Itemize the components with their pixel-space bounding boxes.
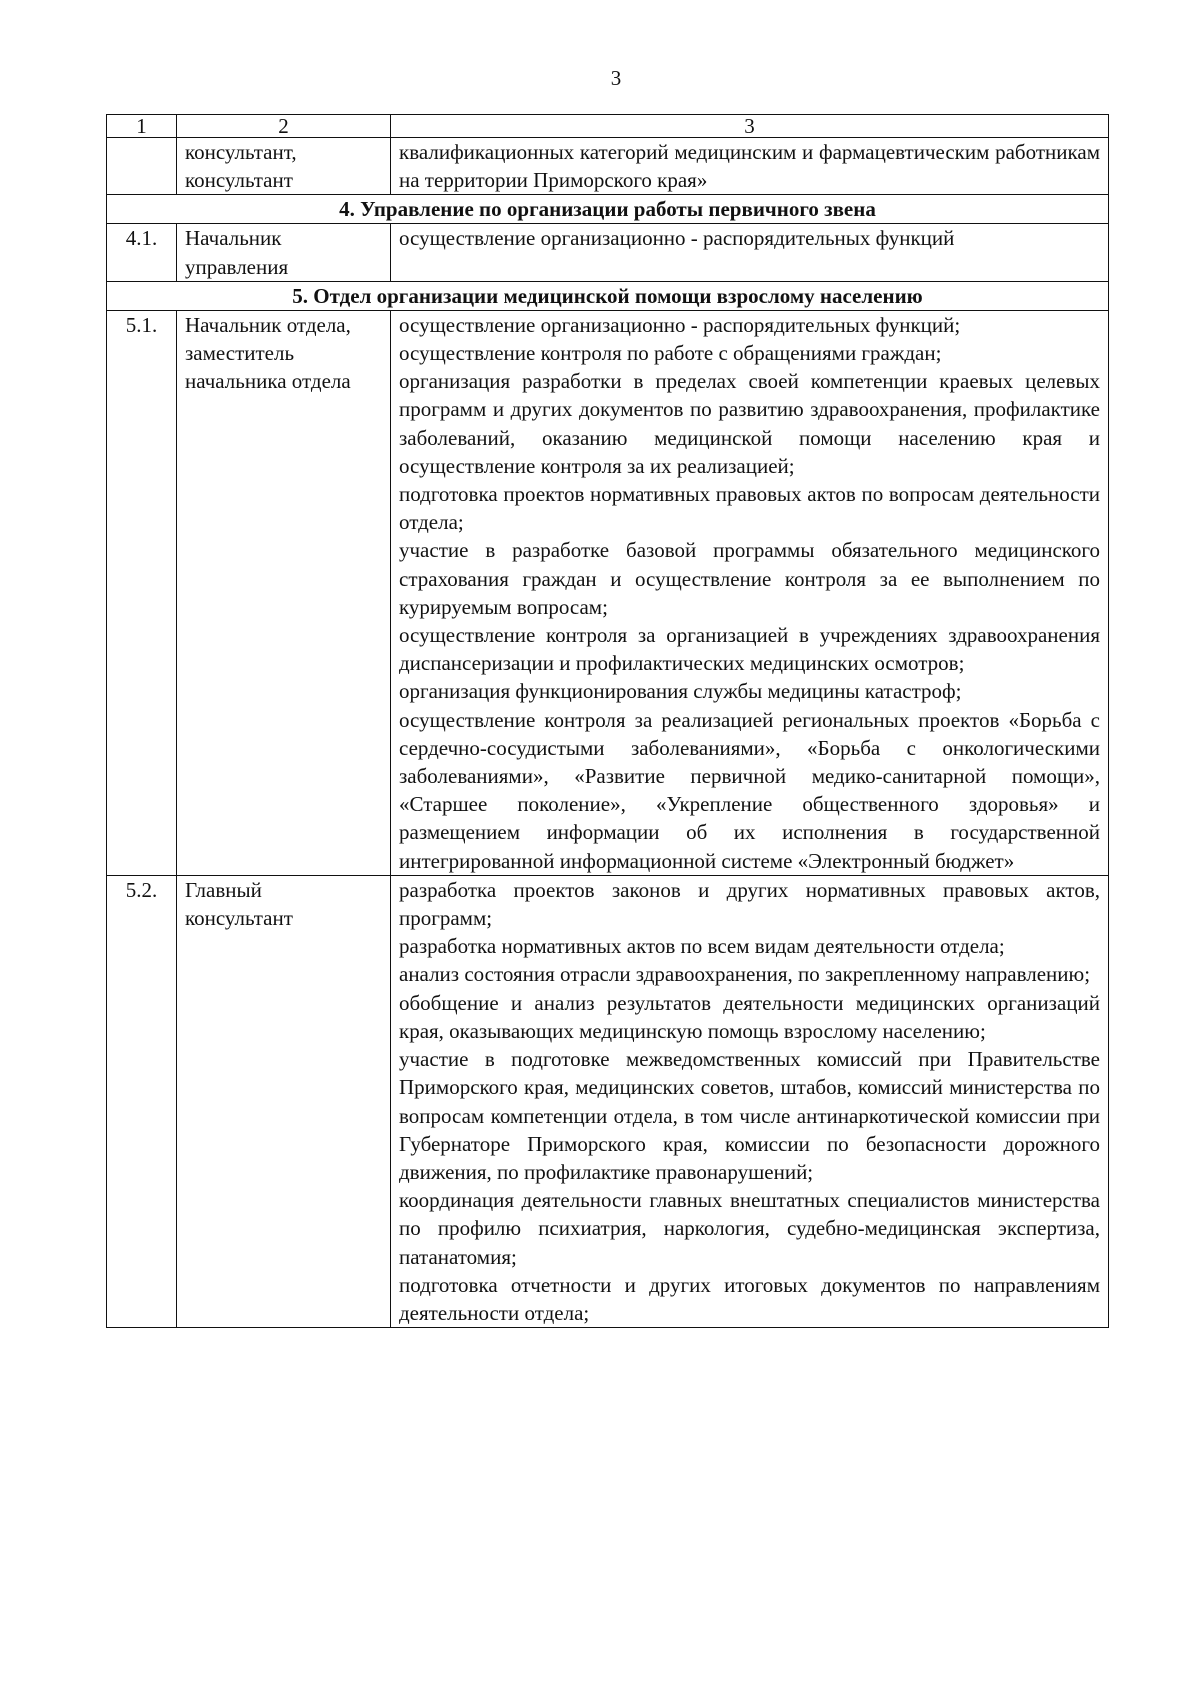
row-number: 4.1. xyxy=(107,224,177,281)
position-cell xyxy=(177,310,391,875)
section-header-row xyxy=(107,195,1109,224)
duty-item: подготовка отчетности и других итоговых документов по направлениям деятельности отдела; xyxy=(399,1272,1100,1325)
row-number: 5.2. xyxy=(107,875,177,1327)
duty-item: осуществление контроля за реализацией региональных проектов «Борьба с сердечно-сосудистыми заболеваниями», «Борьба с онкологическими заболеваниями», «Развитие первичной медико-санитарной помощи», «Старшее поколение», «Укрепление общественного здоровья» и размещением информации об их исполнения в государственной интегрированной информационной системе «Электронный бюджет» xyxy=(399,707,1100,873)
duties-cell xyxy=(391,138,1109,195)
page-number: 3 xyxy=(610,66,622,90)
duty-item: обобщение и анализ результатов деятельности медицинских организаций края, оказывающих медицинскую помощь взрослому населению; xyxy=(399,990,1100,1043)
duty-item: подготовка проектов нормативных правовых актов по вопросам деятельности отдела; xyxy=(399,482,1100,535)
table-row xyxy=(107,224,1109,281)
duty-item: анализ состояния отрасли здравоохранения, по закрепленному направлению; xyxy=(399,962,1091,987)
duty-item: разработка проектов законов и других нормативных правовых актов, программ; xyxy=(399,877,1100,931)
duty-item: осуществление организационно - распорядительных функций; xyxy=(399,312,961,337)
position-text: Начальник управления xyxy=(185,226,289,279)
duties-table xyxy=(106,114,1109,1328)
duty-item: участие в разработке базовой программы обязательного медицинского страхования граждан и осуществление контроля за ее выполнением по курируемым вопросам; xyxy=(399,538,1100,619)
position-cell xyxy=(177,224,391,281)
duty-item: организация функционирования службы медицины катастроф; xyxy=(399,679,962,704)
position-cell xyxy=(177,875,391,1327)
duties-cell xyxy=(391,310,1109,875)
row-number-cell xyxy=(107,138,177,195)
table-header-row xyxy=(107,115,1109,138)
duty-item: осуществление контроля за организацией в учреждениях здравоохранения диспансеризации и профилактических медицинских осмотров; xyxy=(399,623,1100,676)
duties-cell xyxy=(391,224,1109,281)
position-cell xyxy=(177,138,391,195)
position-text: Главный консультант xyxy=(185,877,293,931)
duties-cell xyxy=(391,875,1109,1327)
duty-item: осуществление контроля по работе с обращениями граждан; xyxy=(399,341,942,366)
duty-item: координация деятельности главных внештатных специалистов министерства по профилю психиатрия, наркология, судебно-медицинская экспертиза, патанатомия; xyxy=(399,1188,1100,1269)
position-text: консультант, консультант xyxy=(185,140,297,193)
duty-item: квалификационных категорий медицинским и фармацевтическим работникам на территории Приморского края» xyxy=(399,140,1100,193)
header-col-3: 3 xyxy=(391,115,1109,138)
section-title: 4. Управление по организации работы первичного звена xyxy=(107,195,1109,224)
duty-item: организация разработки в пределах своей компетенции краевых целевых программ и других документов по развитию здравоохранения, профилактике заболеваний, оказанию медицинской помощи населению края и осуществление контроля за их реализацией; xyxy=(399,369,1100,478)
table-row xyxy=(107,875,1109,1327)
table-row xyxy=(107,310,1109,875)
position-text: Начальник отдела, заместитель начальника отдела xyxy=(185,312,351,394)
header-col-2: 2 xyxy=(177,115,391,138)
duty-item: осуществление организационно - распорядительных функций xyxy=(399,226,955,251)
duty-item: участие в подготовке межведомственных комиссий при Правительстве Приморского края, медицинских советов, штабов, комиссий министерства по вопросам компетенции отдела, в том числе антинаркотической комиссии при Губернаторе Приморского края, комиссии по безопасности дорожного движения, по профилактике правонарушений; xyxy=(399,1047,1100,1184)
duty-item: разработка нормативных актов по всем видам деятельности отдела; xyxy=(399,934,1005,959)
row-number: 5.1. xyxy=(107,310,177,875)
section-title: 5. Отдел организации медицинской помощи взрослому населению xyxy=(107,281,1109,310)
table-row-continued xyxy=(107,138,1109,195)
header-col-1: 1 xyxy=(107,115,177,138)
section-header-row xyxy=(107,281,1109,310)
